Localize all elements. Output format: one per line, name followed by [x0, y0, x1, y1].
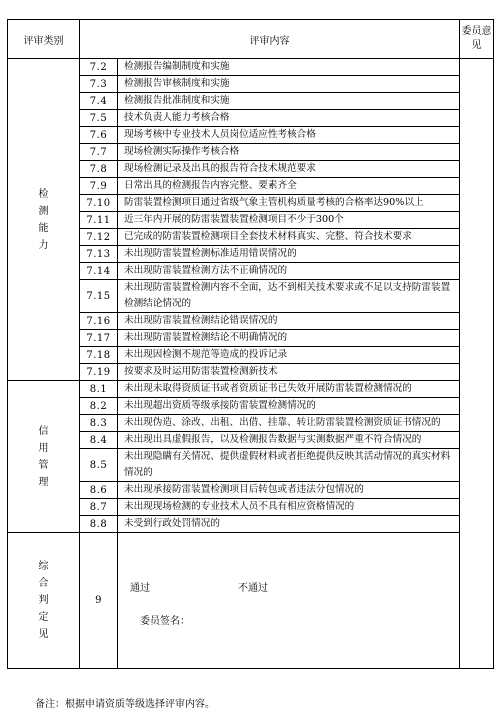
table-header-row	[8, 20, 494, 59]
table-row	[8, 59, 494, 76]
item-text: 现场检测记录及出具的报告符合技术规范要求	[118, 161, 460, 178]
item-number: 8.2	[80, 398, 118, 415]
item-number: 7.11	[80, 212, 118, 229]
table-row	[8, 432, 494, 449]
item-number: 7.15	[80, 280, 118, 313]
item-text: 已完成的防雷装置检测项目全套技术材料真实、完整、符合技术要求	[118, 229, 460, 246]
review-table	[7, 19, 494, 669]
item-text: 未出现防雷装置检测方法不正确情况的	[118, 263, 460, 280]
item-text: 检测报告编制制度和实施	[118, 59, 460, 76]
fail-option[interactable]: 不通过	[238, 583, 268, 594]
item-text: 未出现隐瞒有关情况、提供虚假材料或者拒绝提供反映其活动情况的真实材料情况的	[118, 449, 460, 482]
item-number: 7.2	[80, 59, 118, 76]
item-text: 未出现防雷装置检测标准适用错误情况的	[118, 246, 460, 263]
table-row	[8, 499, 494, 516]
item-number: 7.16	[80, 313, 118, 330]
item-text: 未出现防雷装置检测结论错误情况的	[118, 313, 460, 330]
table-row	[8, 381, 494, 398]
item-text: 防雷装置检测项目通过省级气象主管机构质量考核的合格率达90%以上	[118, 195, 460, 212]
table-row	[8, 449, 494, 482]
item-text: 日常出具的检测报告内容完整、要素齐全	[118, 178, 460, 195]
item-text: 未出现超出资质等级承接防雷装置检测情况的	[118, 398, 460, 415]
table-row	[8, 161, 494, 178]
item-number: 7.12	[80, 229, 118, 246]
summary-body	[118, 533, 460, 669]
header-content: 评审内容	[80, 20, 460, 59]
item-number: 8.6	[80, 482, 118, 499]
summary-number: 9	[80, 533, 118, 669]
header-category: 评审类别	[8, 20, 80, 59]
item-number: 7.6	[80, 127, 118, 144]
item-text: 现场考核中专业技术人员岗位适应性考核合格	[118, 127, 460, 144]
table-row	[8, 398, 494, 415]
table-row	[8, 330, 494, 347]
pass-option[interactable]: 通过	[130, 583, 150, 594]
table-row	[8, 212, 494, 229]
table-row	[8, 110, 494, 127]
item-text: 未出现未取得资质证书或者资质证书已失效开展防雷装置检测情况的	[118, 381, 460, 398]
item-text: 未出现因检测不规范等造成的投诉记录	[118, 347, 460, 364]
item-number: 8.1	[80, 381, 118, 398]
summary-row	[8, 533, 494, 669]
item-text: 现场检测实际操作考核合格	[118, 144, 460, 161]
item-number: 7.19	[80, 364, 118, 381]
item-text: 未受到行政处罚情况的	[118, 516, 460, 533]
table-row	[8, 246, 494, 263]
table-row	[8, 280, 494, 313]
table-row	[8, 76, 494, 93]
item-number: 8.5	[80, 449, 118, 482]
item-text: 未出现承接防雷装置检测项目后转包或者违法分包情况的	[118, 482, 460, 499]
opinion-cell[interactable]	[460, 59, 494, 669]
table-row	[8, 516, 494, 533]
section-category: 信用管理	[8, 381, 80, 533]
item-text: 近三年内开展的防雷装置装置检测项目不少于300个	[118, 212, 460, 229]
signature-label: 委员签名：	[140, 616, 190, 627]
table-row	[8, 144, 494, 161]
item-text: 技术负责人能力考核合格	[118, 110, 460, 127]
item-number: 8.4	[80, 432, 118, 449]
item-number: 7.5	[80, 110, 118, 127]
item-number: 7.3	[80, 76, 118, 93]
item-number: 7.9	[80, 178, 118, 195]
review-form	[7, 19, 493, 710]
header-opinion: 委员意见	[460, 20, 494, 59]
item-text: 未出现伪造、涂改、出租、出借、挂靠、转让防雷装置检测资质证书情况的	[118, 415, 460, 432]
item-number: 7.7	[80, 144, 118, 161]
table-row	[8, 178, 494, 195]
table-row	[8, 229, 494, 246]
table-row	[8, 415, 494, 432]
table-row	[8, 195, 494, 212]
item-text: 检测报告批准制度和实施	[118, 93, 460, 110]
footnote: 备注：根据申请资质等级选择评审内容。	[35, 699, 215, 710]
item-text: 按要求及时运用防雷装置检测新技术	[118, 364, 460, 381]
item-number: 7.18	[80, 347, 118, 364]
section-category: 检测能力	[8, 59, 80, 381]
table-row	[8, 93, 494, 110]
item-text: 检测报告审核制度和实施	[118, 76, 460, 93]
item-number: 8.8	[80, 516, 118, 533]
item-number: 7.13	[80, 246, 118, 263]
item-number: 8.3	[80, 415, 118, 432]
item-number: 8.7	[80, 499, 118, 516]
table-row	[8, 364, 494, 381]
item-number: 7.4	[80, 93, 118, 110]
table-row	[8, 313, 494, 330]
table-row	[8, 347, 494, 364]
item-text: 未出现防雷装置检测内容不全面，达不到相关技术要求或不足以支持防雷装置检测结论情况的	[118, 280, 460, 313]
summary-category: 综合判定见	[8, 533, 80, 669]
item-number: 7.14	[80, 263, 118, 280]
item-number: 7.8	[80, 161, 118, 178]
table-row	[8, 482, 494, 499]
item-text: 未出现现场检测的专业技术人员不具有相应资格情况的	[118, 499, 460, 516]
table-row	[8, 263, 494, 280]
item-number: 7.17	[80, 330, 118, 347]
item-text: 未出现出具虚假报告，以及检测报告数据与实测数据严重不符合情况的	[118, 432, 460, 449]
item-number: 7.10	[80, 195, 118, 212]
table-row	[8, 127, 494, 144]
item-text: 未出现防雷装置检测结论不明确情况的	[118, 330, 460, 347]
